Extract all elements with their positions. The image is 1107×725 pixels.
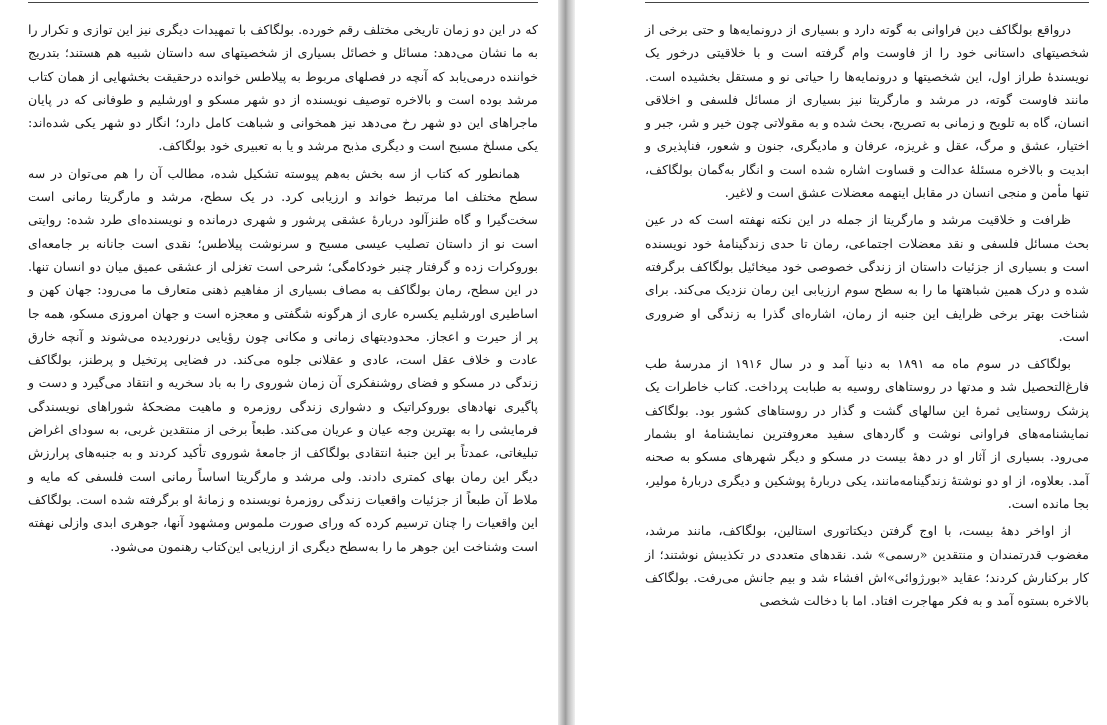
paragraph: از اواخر دههٔ بیست، با اوج گرفتن دیکتاتوری استالین، بولگاکف، مانند مرشد، مغضوب قدرتمندان و منتقدین «رسمی» شد. نقدهای متعددی در تکذیبش نوشتند؛ از کار برکنارش کردند؛ عقاید «بورژوائی»اش افشاء شد و بیم جانش می‌رفت. بولگاکف بالاخره بستوه آمد و به فکر مهاجرت افتاد. اما با دخالت شخصی xyxy=(645,523,1089,609)
right-page xyxy=(575,0,1107,725)
book-gutter xyxy=(558,0,575,725)
left-page-text xyxy=(28,4,538,558)
paragraph: که در این دو زمان تاریخی مختلف رقم خورده. بولگاکف با تمهیدات دیگری نیز این توازی و تکرار را به ما نشان می‌دهد: مسائل و خصائل بسیاری از شخصیتهای سه داستان شبیه هم هستند؛ بتدریج خواننده درمی‌یابد که آنچه در فصلهای مربوط به پیلاطس خوانده درحقیقت بخشهایی از همان کتاب مرشد بوده است و بالاخره توصیف نویسنده از دو شهر مسکو و اورشلیم و طوفانی که در پایان ماجراهای این دو شهر رخ می‌دهد نیز همخوانی و شباهت کامل دارد؛ انگار دو شهر یکی شده‌اند: یکی مسلخ مسیح است و دیگری مذبح مرشد و یا به تعبیری خود بولگاکف. xyxy=(28,22,539,154)
top-rule xyxy=(28,2,538,3)
paragraph: ظرافت و خلاقیت مرشد و مارگریتا از جمله در این نکته نهفته است که در عین بحث مسائل فلسفی و نقد معضلات اجتماعی، رمان تا حدی زندگینامهٔ خود نویسنده است و بسیاری از جزئیات داستان از زندگی خصوصی خود میخائیل بولگاکف برگرفته شده و درک همین شباهتها ما را به سطح سوم ارزیابی این رمان نزدیک می‌کند. برای شناخت بهتر برخی ظرایف این جنبه از رمان، اشاره‌ای گذرا به زندگی او ضروری است. xyxy=(645,212,1089,344)
right-page-text xyxy=(645,4,1089,612)
top-rule xyxy=(645,2,1089,3)
paragraph: همانطور که کتاب از سه بخش به‌هم پیوسته تشکیل شده، مطالب آن را هم می‌توان در سه سطح مختلف اما مرتبط خواند و ارزیابی کرد. در یک سطح، مرشد و مارگریتا رمانی است سخت‌گیرا و گاه طنزآلود دربارهٔ عشقی پرشور و شهری درمانده و نویسنده‌ای طرد شده: روایتی است نو از داستان تصلیب عیسی مسیح و سرنوشت پیلاطس؛ نقدی است جانانه بر جامعه‌ای بوروکرات زده و گرفتار چنبر خودکامگی؛ شرحی است تغزلی از عشقی عمیق میان دو انسان تنها. در این سطح، رمان بولگاکف به مصاف بسیاری از مفاهیم ذهنی متعارف ما می‌رود: جهان کهن و اساطیری اورشلیم یکسره عاری از هرگونه شگفتی و معجزه است و جهان امروزی مسکو، همه جا پر از حیرت و اعجاز. محدودیتهای زمانی و مکانی چون رؤیایی درنوردیده می‌شوند و آنچه خارق عادت و خلاف عقل است، عادی و عقلانی جلوه می‌کند. در فضایی پرتخیل و پرطنز، بولگاکف زندگی در مسکو و فضای روشنفکری آن زمان شوروی را به باد سخریه و انتقاد می‌گیرد و دست و پاگیری نهادهای بوروکراتیک و دشواری زندگی روزمره و ماهیت مضحکهٔ شوراهای نویسندگی فرمایشی را به بهترین وجه عیان و عریان می‌کند. طبعاً برخی از منتقدین غربی، به سودای اغراض تبلیغاتی، عمدتاً بر این جنبهٔ انتقادی بولگاکف از جامعهٔ شوروی تأکید کردند و به جنبه‌های پرارزش دیگر این رمان بهای کمتری دادند. ولی مرشد و مارگریتا اساساً رمانی است فلسفی که مایه و ملاط آن طبعاً از جزئیات واقعیات زندگی روزمرهٔ نویسنده و زمانهٔ او برگرفته شده است. بولگاکف این واقعیات را چنان ترسیم کرده که ورای صورت ملموس ومشهود آنها، جوهری ابدی وازلی نهفته است وشناخت این جوهر ما را به‌سطح دیگری از ارزیابی این‌کتاب رهنمون می‌شود. xyxy=(28,165,539,554)
paragraph: بولگاکف در سوم ماه مه ۱۸۹۱ به دنیا آمد و در سال ۱۹۱۶ از مدرسهٔ طب فارغ‌التحصیل شد و مدتها در روستاهای روسیه به طبابت پرداخت. کتاب خاطرات یک پزشک روستایی ثمرهٔ این سالهای گشت و گذار در روستاهای کشور بود. بولگاکف نمایشنامه‌های فراوانی نوشت و گاردهای سفید معروفترین نمایشنامهٔ او بشمار می‌رود. بسیاری از آثار او در دههٔ بیست در مسکو و دیگر شهرهای مسکو به صحنه آمد. بعلاوه، از او دو نوشتهٔ زندگینامه‌مانند، یکی دربارهٔ پوشکین و دیگری دربارهٔ مولیر، بجا مانده است. xyxy=(645,356,1089,511)
paragraph: درواقع بولگاکف دین فراوانی به گوته دارد و بسیاری از درونمایه‌ها و حتی برخی از شخصیتهای داستانی خود را از فاوست وام گرفته است و با خلاقیتی درخور یک نویسندهٔ طراز اول، این شخصیتها و درونمایه‌ها را حیاتی نو و مستقل بخشیده است. مانند فاوست گوته، در مرشد و مارگریتا نیز بسیاری از مسائل فلسفی و اخلاقی انسان، گاه به تلویح و زمانی به تصریح، بحث شده و به مقولاتی چون خیر و شر، جبر و اختیار، عشق و مرگ، عقل و غریزه، عرفان و مادیگری، جنون و شعور، فناپذیری و ابدیت و بالاخره مسئلهٔ عدالت و قساوت اشاره شده است و انگار به‌گمان بولگاکف، تنها مأمن و منجی انسان در مقابل اینهمه معضلات عشق است و لاغیر. xyxy=(645,22,1089,201)
